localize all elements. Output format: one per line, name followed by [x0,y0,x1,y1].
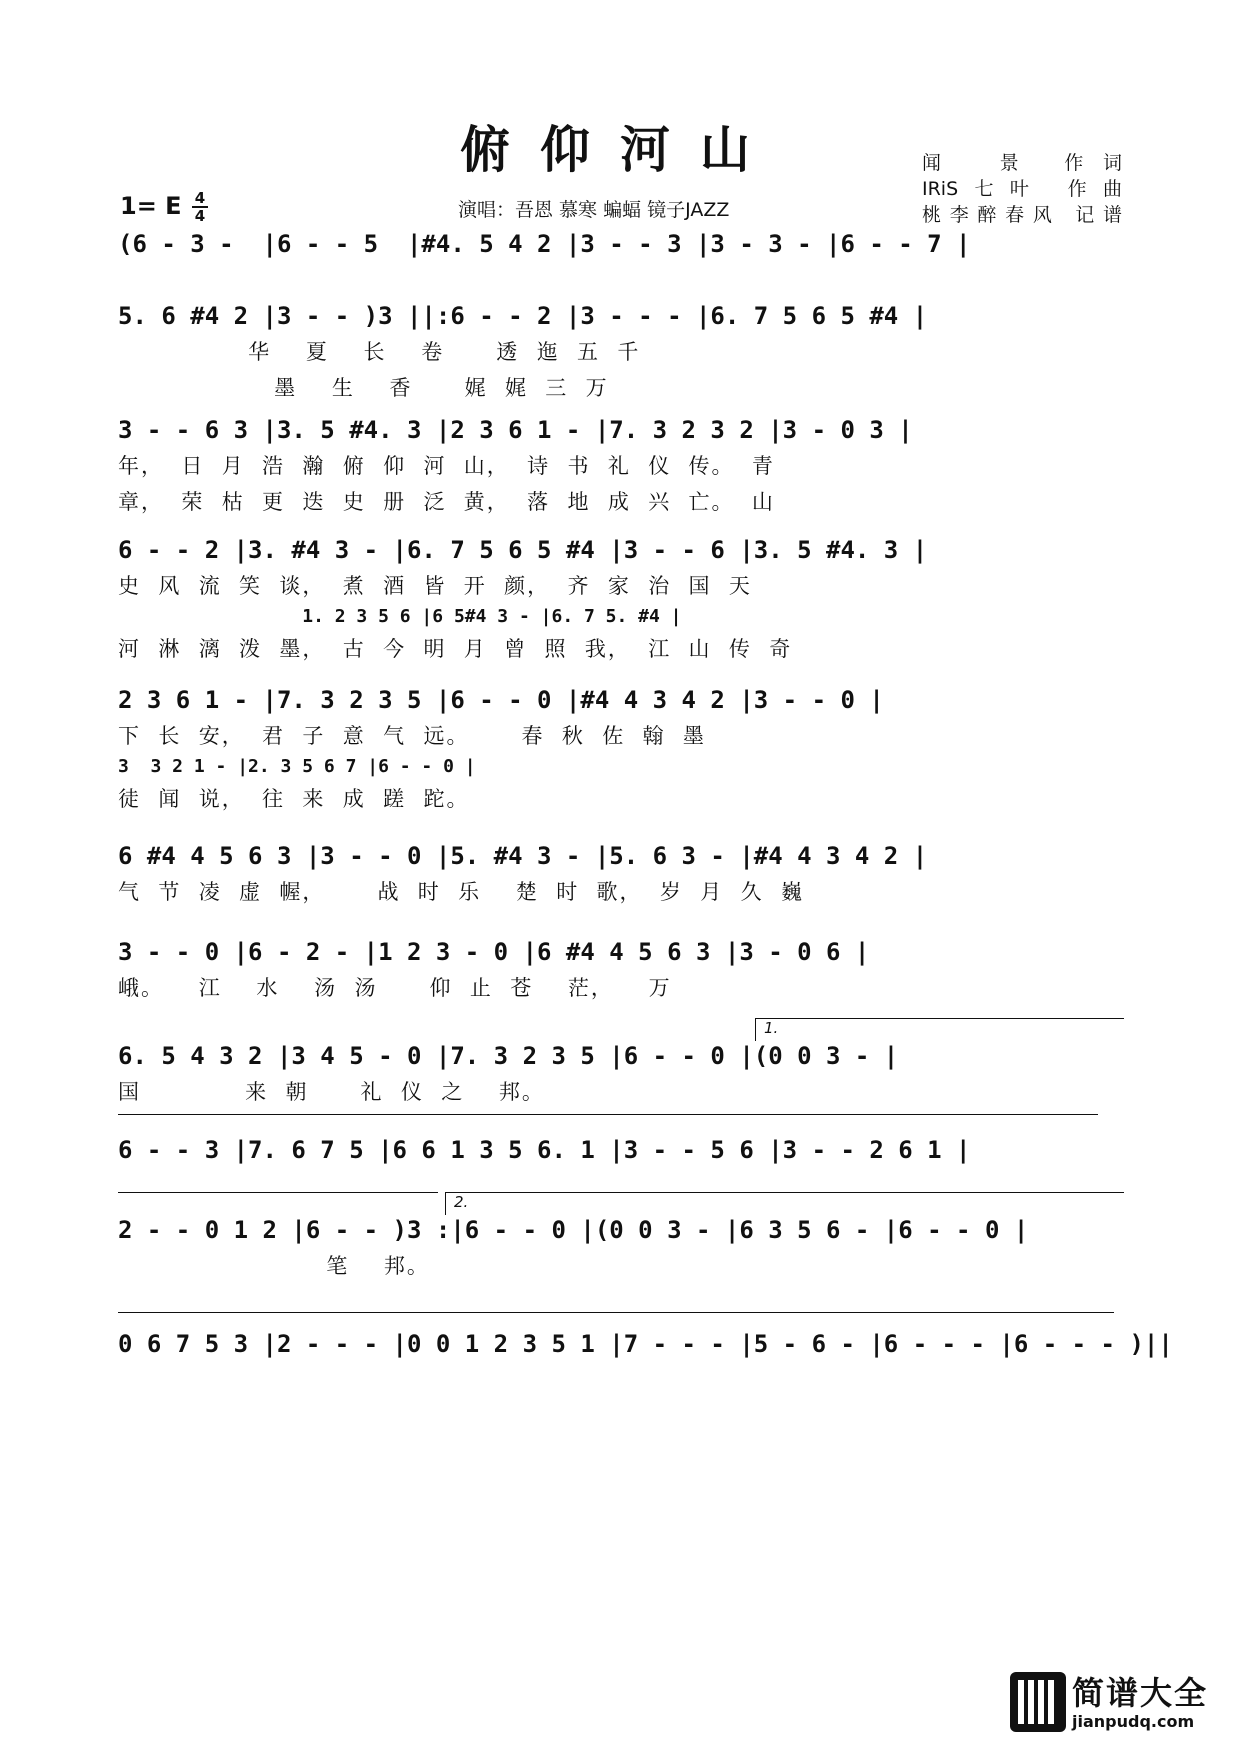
bracket-line [118,1312,1114,1313]
notation-line: 3 - - 0 |6 - 2 - |1 2 3 - 0 |6 #4 4 5 6 3 |3 - 0 6 | [118,938,870,966]
lyric-line: 徒 闻 说， 往 来 成 蹉 跎。 [118,787,470,811]
notation-line: 6 - - 2 |3. #4 3 - |6. 7 5 6 5 #4 |3 - - 6 |3. 5 #4. 3 | [118,536,928,564]
notation-line: (6 - 3 - |6 - - 5 |#4. 5 4 2 |3 - - 3 |3 - 3 - |6 - - 7 | [118,230,971,258]
credits [922,150,1122,228]
time-top: 4 [194,189,206,207]
lyric-line: 史 风 流 笑 谈， 煮 酒 皆 开 颜， 齐 家 治 国 天 [118,574,752,598]
site-logo [1010,1666,1220,1746]
score-system [118,1042,1122,1106]
lyric-line: 国 来 朝 礼 仪 之 邦。 [118,1080,545,1104]
score-system [118,686,1122,813]
notation-line: 6. 5 4 3 2 |3 4 5 - 0 |7. 3 2 3 5 |6 - - 0 |(0 0 3 - | [118,1042,899,1070]
score-system [118,842,1122,906]
notation-line: 2 - - 0 1 2 |6 - - )3 :|6 - - 0 |(0 0 3 - |6 3 5 6 - |6 - - 0 | [118,1216,1029,1244]
lyric-line: 笔 邦。 [118,1254,430,1278]
score-system [118,1330,1173,1358]
logo-url: jianpudq.com [1072,1712,1195,1731]
notation-line: 2 3 6 1 - |7. 3 2 3 5 |6 - - 0 |#4 4 3 4 2 |3 - - 0 | [118,686,884,714]
song-title: 俯仰河山 [460,120,780,179]
notation-line: 3 - - 6 3 |3. 5 #4. 3 |2 3 6 1 - |7. 3 2 3 2 |3 - 0 3 | [118,416,913,444]
notation-line: 0 6 7 5 3 |2 - - - |0 0 1 2 3 5 1 |7 - - - |5 - 6 - |6 - - - |6 - - - )|| [118,1330,1173,1358]
bracket-line [118,1192,438,1193]
score-system [118,536,1122,663]
lyric-line: 章， 荣 枯 更 迭 史 册 泛 黄， 落 地 成 兴 亡。 山 [118,490,775,514]
score-system [118,938,1122,1002]
notation-line: 6 - - 3 |7. 6 7 5 |6 6 1 3 5 6. 1 |3 - - 5 6 |3 - - 2 6 1 | [118,1136,971,1164]
piano-keys-icon [1010,1672,1066,1732]
notation-line: 6 #4 4 5 6 3 |3 - - 0 |5. #4 3 - |5. 6 3 - |#4 4 3 4 2 | [118,842,928,870]
second-voice-notation: 1. 2 3 5 6 |6 5#4 3 - |6. 7 5. #4 | [118,606,682,627]
score-system [118,1216,1122,1280]
score-system [118,302,1122,402]
score-system [118,230,1122,258]
composer: IRiS七叶 作曲 [922,178,1122,200]
time-bottom: 4 [194,207,206,225]
logo-title: 简谱大全 [1072,1674,1209,1712]
score-system [118,1136,1122,1164]
key-signature: 1= E [120,192,182,220]
volta-bracket: 2. [445,1192,1124,1215]
lyric-line: 华 夏 长 卷 透 迤 五 千 [118,340,641,364]
lyricist: 闻 景 作词 [922,152,1122,174]
lyric-line: 年， 日 月 浩 瀚 俯 仰 河 山， 诗 书 礼 仪 传。 青 [118,454,775,478]
time-signature [192,190,208,224]
lyric-line: 墨 生 香 娓 娓 三 万 [118,376,609,400]
lyric-line: 河 淋 漓 泼 墨， 古 今 明 月 曾 照 我， 江 山 传 奇 [118,637,793,661]
bracket-line [118,1114,1098,1115]
lyric-line: 峨。 江 水 汤 汤 仰 止 苍 茫， 万 [118,976,672,1000]
lyric-line: 气 节 凌 虚 幄， 战 时 乐 楚 时 歌， 岁 月 久 巍 [118,880,804,904]
transcriber: 桃李醉春风 记谱 [922,204,1122,226]
score-system [118,416,1122,516]
singers: 演唱：吾恩 慕寒 蝙蝠 镜子JAZZ [458,199,730,221]
notation-line: 5. 6 #4 2 |3 - - )3 ||:6 - - 2 |3 - - - |6. 7 5 6 5 #4 | [118,302,928,330]
volta-bracket: 1. [755,1018,1124,1041]
second-voice-notation: 3 3 2 1 - |2. 3 5 6 7 |6 - - 0 | [118,756,476,777]
lyric-line: 下 长 安， 君 子 意 气 远。 春 秋 佐 翰 墨 [118,724,706,748]
